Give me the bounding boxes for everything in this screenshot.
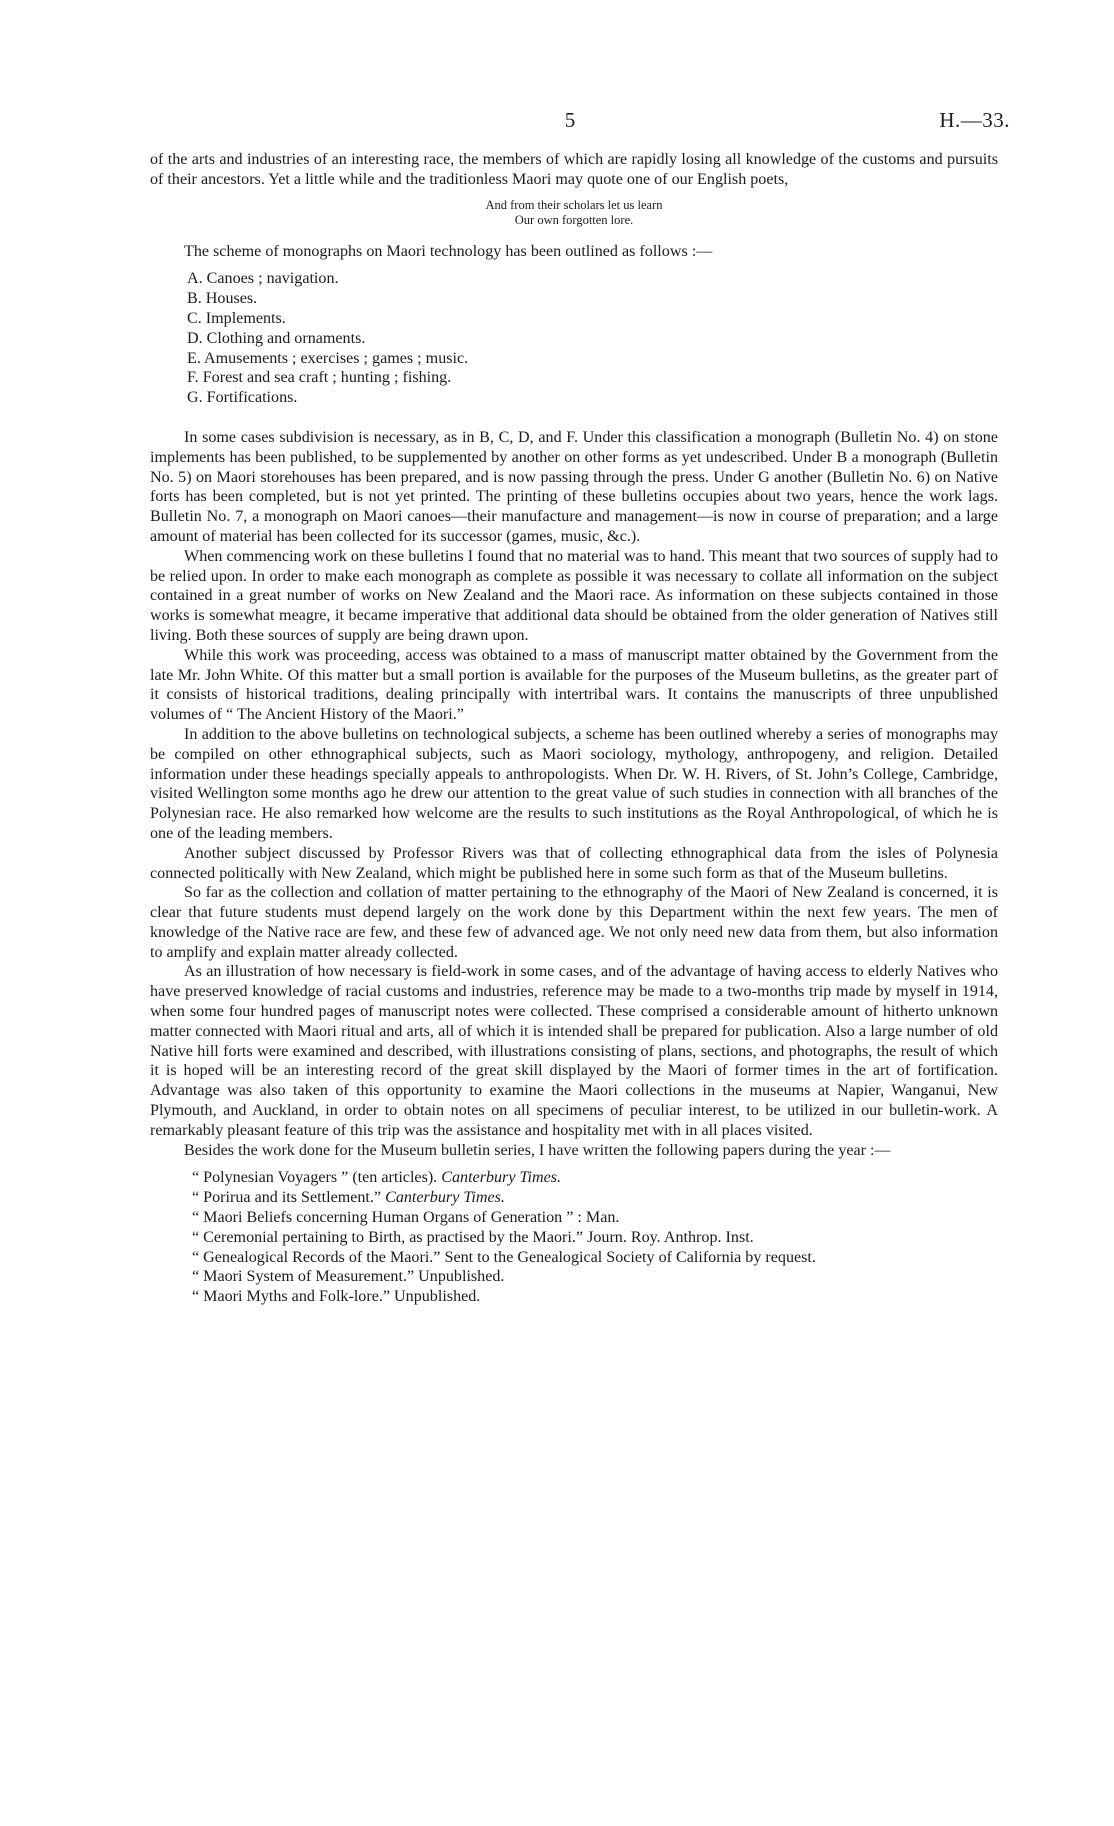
scheme-item: G. Fortifications. xyxy=(187,389,298,407)
body-paragraph: When commencing work on these bulletins I found that no material was to hand. This meant that two sources of supply had to be relied upon. In order to make each monograph as complete as possible it was necessary to collate all information on the subject contained in a great number of works on New Zealand and the Maori race. As information on these subjects contained in those works is somewhat meagre, it became imperative that additional data should be obtained from the older generation of Natives still living. Both these sources of supply are being drawn upon. xyxy=(150,547,998,644)
scheme-item: D. Clothing and ornaments. xyxy=(187,329,366,347)
body-paragraph: Another subject discussed by Professor Rivers was that of collecting ethnographical data from the isles of Polynesia connected politically with New Zealand, which might be published here in some such form as that of the Museum bulletins. xyxy=(150,844,998,882)
paper-venue: Canterbury Times. xyxy=(385,1189,505,1207)
scheme-item: A. Canoes ; navigation. xyxy=(187,270,339,288)
paper-venue: Unpublished. xyxy=(418,1268,505,1286)
paper-entry xyxy=(192,1208,998,1228)
page-header xyxy=(150,108,1010,138)
body-paragraph: Besides the work done for the Museum bulletin series, I have written the following papers during the year :— xyxy=(184,1141,891,1159)
paper-entry xyxy=(192,1267,998,1287)
scheme-item: B. Houses. xyxy=(187,290,258,308)
paper-entry xyxy=(192,1188,998,1208)
scheme-intro: The scheme of monographs on Maori technology has been outlined as follows :— xyxy=(184,242,713,260)
paper-title: “ Genealogical Records of the Maori.” xyxy=(192,1248,441,1266)
paper-title: “ Maori Beliefs concerning Human Organs of Generation ” : xyxy=(192,1209,582,1227)
scheme-list xyxy=(187,269,998,408)
verse-quote xyxy=(150,198,998,228)
paper-title: “ Polynesian Voyagers ” (ten articles). xyxy=(192,1169,438,1187)
body-paragraph: In addition to the above bulletins on technological subjects, a scheme has been outlined whereby a series of monographs may be compiled on other ethnographical subjects, such as Maori sociology, mythology, anthropogeny, and religion. Detailed information under these headings specially appeals to anthropologists. When Dr. W. H. Rivers, of St. John’s College, Cambridge, visited Wellington some months ago he drew our attention to the great value of such studies in connection with all branches of the Polynesian race. He also remarked how welcome are the results to such institutions as the Royal Anthropological, of which he is one of the leading members. xyxy=(150,725,998,842)
paper-entry xyxy=(192,1248,998,1268)
paper-title: “ Maori System of Measurement.” xyxy=(192,1268,415,1286)
papers-list xyxy=(192,1168,998,1307)
paper-entry xyxy=(192,1287,998,1307)
scheme-item: E. Amusements ; exercises ; games ; music. xyxy=(187,349,469,367)
verse-line: And from their scholars let us learn xyxy=(485,197,663,212)
paper-title: “ Porirua and its Settlement.” xyxy=(192,1189,382,1207)
body-paragraph: As an illustration of how necessary is field-work in some cases, and of the advantage of having access to elderly Natives who have preserved knowledge of racial customs and industries, reference may be made to a two-months trip made by myself in 1914, when some four hundred pages of manuscript notes were collected. These comprised a considerable amount of hitherto unknown matter connected with Maori ritual and arts, all of which it is intended shall be prepared for publication. Also a large number of old Native hill forts were examined and described, with illustrations consisting of plans, sections, and photographs, the result of which it is hoped will be an interesting record of the great skill displayed by the Maori of former times in the art of fortification. Advantage was also taken of this opportunity to examine the Maori collections in the museums at Napier, Wanganui, New Plymouth, and Auckland, in order to obtain notes on all specimens of peculiar interest, to be utilized in our bulletin-work. A remarkably pleasant feature of this trip was the assistance and hospitality met with in all places visited. xyxy=(150,963,998,1139)
body-paragraph: While this work was proceeding, access was obtained to a mass of manuscript matter obtained by the Government from the late Mr. John White. Of this matter but a small portion is available for the purposes of the Museum bulletins, as the greater part of it consists of historical traditions, dealing principally with intertribal wars. It contains the manuscripts of three unpublished volumes of “ The Ancient History of the Maori.” xyxy=(150,646,998,724)
paper-venue: Journ. Roy. Anthrop. Inst. xyxy=(587,1228,754,1246)
scheme-item: C. Implements. xyxy=(187,309,286,327)
paper-venue: Man. xyxy=(585,1209,620,1227)
opening-paragraph: of the arts and industries of an interesting race, the members of which are rapidly losing all knowledge of the customs and pursuits of their ancestors. Yet a little while and the traditionless Maori may quote one of our English poets, xyxy=(150,151,998,188)
paper-entry xyxy=(192,1168,998,1188)
body-text xyxy=(150,150,998,1307)
paper-venue: Sent to the Genealogical Society of California by request. xyxy=(444,1248,816,1266)
paper-venue: Unpublished. xyxy=(394,1288,481,1306)
paper-title: “ Ceremonial pertaining to Birth, as practised by the Maori.” xyxy=(192,1228,584,1246)
verse-line: Our own forgotten lore. xyxy=(514,212,634,227)
body-paragraph: So far as the collection and collation of matter pertaining to the ethnography of the Maori of New Zealand is concerned, it is clear that future students must depend largely on the work done by this Department within the next few years. The men of knowledge of the Native race are few, and these few of advanced age. We not only need new data from them, but also information to amplify and explain matter already collected. xyxy=(150,884,998,961)
paper-venue: Canterbury Times. xyxy=(441,1169,562,1187)
page-number: 5 xyxy=(564,108,576,132)
scheme-item: F. Forest and sea craft ; hunting ; fishing. xyxy=(187,369,452,387)
paper-title: “ Maori Myths and Folk-lore.” xyxy=(192,1288,391,1306)
body-paragraph: In some cases subdivision is necessary, as in B, C, D, and F. Under this classification a monograph (Bulletin No. 4) on stone implements has been published, to be supplemented by another on other forms as yet undescribed. Under B a monograph (Bulletin No. 5) on Maori storehouses has been prepared, and is now passing through the press. Under G another (Bulletin No. 6) on Native forts has been completed, but is not yet printed. The printing of these bulletins occupies about two years, hence the work lags. Bulletin No. 7, a monograph on Maori canoes—their manufacture and management—is now in course of preparation; and a large amount of material has been collected for its successor (games, music, &c.). xyxy=(150,428,998,545)
document-reference: H.—33. xyxy=(939,108,1010,132)
paper-entry xyxy=(192,1228,998,1248)
